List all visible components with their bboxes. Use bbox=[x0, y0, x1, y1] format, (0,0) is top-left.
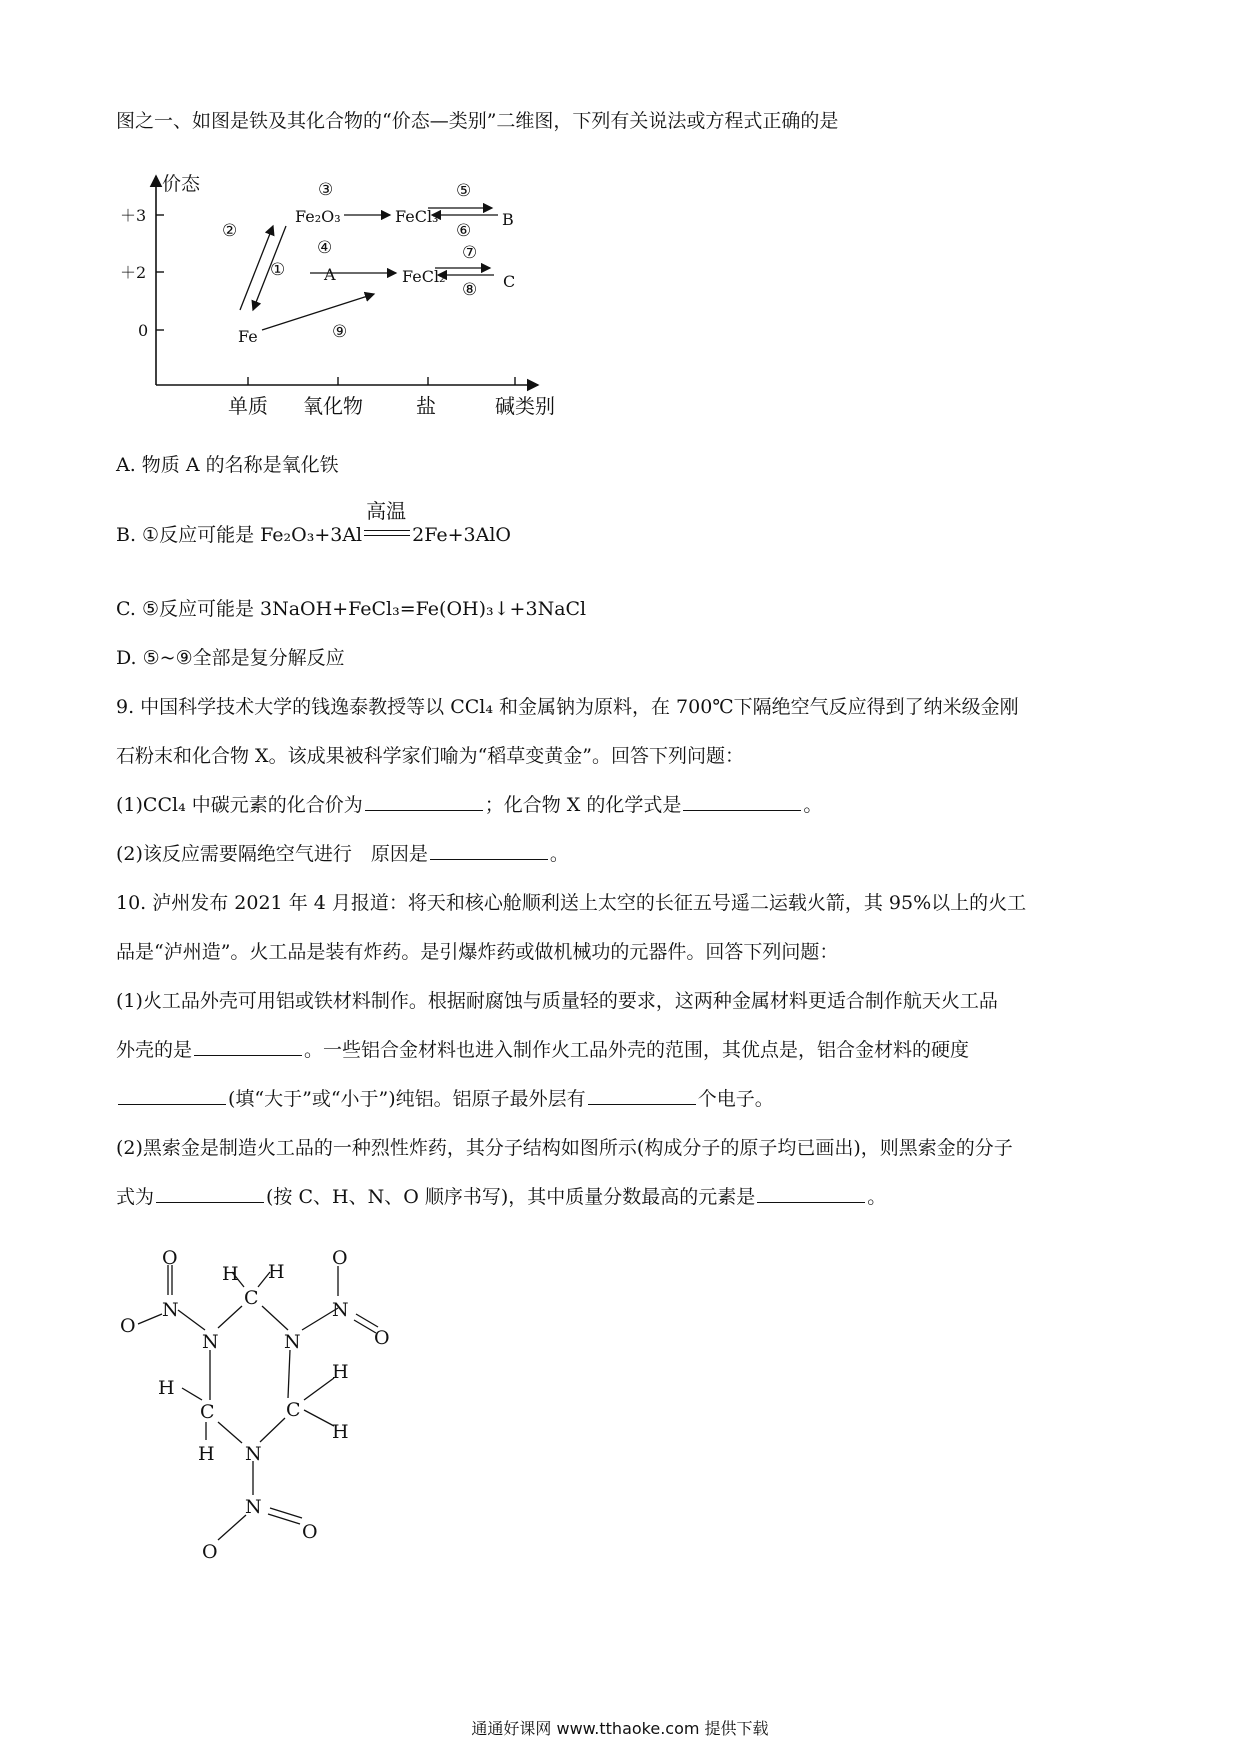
step-4: ④ bbox=[317, 238, 333, 258]
iron-valence-category-diagram bbox=[110, 160, 590, 430]
condition-high-temp: 高温 bbox=[366, 499, 407, 523]
atom-c-top: C bbox=[244, 1287, 259, 1309]
node-b: B bbox=[502, 210, 514, 229]
q10-sub1-text-d: 个电子。 bbox=[697, 1088, 774, 1110]
q10-sub1-line1: (1)火工品外壳可用铝或铁材料制作。根据耐腐蚀与质量轻的要求，这两种金属材料更适合制作航天火工品 bbox=[116, 990, 998, 1012]
q10-shell-metal-blank[interactable] bbox=[194, 1037, 302, 1056]
atom-o: O bbox=[202, 1541, 218, 1563]
step-1: ① bbox=[270, 260, 286, 280]
page-footer: 通通好课网 www.tthaoke.com 提供下载 bbox=[471, 1719, 769, 1738]
q9-reason-blank[interactable] bbox=[430, 841, 548, 860]
q10-sub1-line2 bbox=[116, 1037, 969, 1063]
q10-sub1-text-a: 外壳的是 bbox=[116, 1039, 193, 1061]
q9-sub2-text-b: 。 bbox=[549, 843, 569, 865]
option-b-suffix: 2Fe+3AlO bbox=[412, 524, 511, 546]
q10-stem-line1: 10. 泸州发布 2021 年 4 月报道：将天和核心舱顺利送上太空的长征五号遥二运载火箭，其 95%以上的火工 bbox=[116, 892, 1027, 914]
atom-n-right: N bbox=[284, 1331, 301, 1353]
atom-n-bottom: N bbox=[245, 1443, 262, 1465]
node-fecl3: FeCl₃ bbox=[395, 207, 439, 226]
q9-carbon-valence-blank[interactable] bbox=[365, 792, 483, 811]
atom-h: H bbox=[222, 1263, 239, 1285]
q9-compound-x-blank[interactable] bbox=[683, 792, 801, 811]
node-fe: Fe bbox=[238, 327, 258, 346]
atom-o: O bbox=[302, 1521, 318, 1543]
q9-sub2 bbox=[116, 841, 569, 867]
step-5: ⑤ bbox=[456, 181, 472, 201]
y-tick-plus2: ＋2 bbox=[120, 263, 147, 282]
q10-sub2-text-c: 。 bbox=[867, 1186, 887, 1208]
option-b bbox=[116, 499, 511, 548]
x-category-element: 单质 bbox=[228, 394, 268, 418]
q10-sub1-text-c: (填“大于”或“小于”)纯铝。铝原子最外层有 bbox=[228, 1088, 586, 1110]
x-category-salt: 盐 bbox=[416, 394, 436, 418]
q9-sub2-text-a: (2)该反应需要隔绝空气进行 原因是 bbox=[116, 843, 428, 865]
option-d: D. ⑤~⑨全部是复分解反应 bbox=[116, 647, 345, 669]
q10-sub1-line3 bbox=[116, 1086, 774, 1112]
atom-n-left: N bbox=[202, 1331, 219, 1353]
atom-h: H bbox=[268, 1261, 285, 1283]
q10-sub2-text-a: 式为 bbox=[116, 1186, 155, 1208]
q10-electron-count-blank[interactable] bbox=[588, 1086, 696, 1105]
q10-sub2-line2 bbox=[116, 1184, 886, 1210]
q9-sub1 bbox=[116, 792, 822, 818]
y-tick-0: 0 bbox=[138, 321, 149, 340]
step-7: ⑦ bbox=[462, 243, 478, 263]
q10-element-blank[interactable] bbox=[757, 1184, 865, 1203]
q10-formula-blank[interactable] bbox=[156, 1184, 264, 1203]
q9-sub1-text-c: 。 bbox=[803, 794, 823, 816]
atom-o: O bbox=[374, 1327, 390, 1349]
atom-n-nitro-right: N bbox=[332, 1299, 349, 1321]
atom-h: H bbox=[158, 1377, 175, 1399]
step-8: ⑧ bbox=[462, 280, 478, 300]
q10-sub1-text-b: 。一些铝合金材料也进入制作火工品外壳的范围，其优点是，铝合金材料的硬度 bbox=[304, 1039, 970, 1061]
q9-stem-line2: 石粉末和化合物 X。该成果被科学家们喻为“稻草变黄金”。回答下列问题： bbox=[116, 745, 744, 767]
atom-h: H bbox=[198, 1443, 215, 1465]
atom-o: O bbox=[162, 1250, 178, 1269]
atom-n-nitro-bottom: N bbox=[245, 1496, 262, 1518]
rdx-molecule-structure bbox=[110, 1250, 460, 1580]
q9-sub1-text-b: ；化合物 X 的化学式是 bbox=[484, 794, 682, 816]
node-fecl2: FeCl₂ bbox=[402, 267, 446, 286]
node-c: C bbox=[503, 272, 516, 291]
atom-o: O bbox=[332, 1250, 348, 1269]
q10-sub2-line1: (2)黑索金是制造火工品的一种烈性炸药，其分子结构如图所示(构成分子的原子均已画出)，则黑索金的分子 bbox=[116, 1137, 1013, 1159]
atom-o: O bbox=[120, 1315, 136, 1337]
x-category-base: 碱类别 bbox=[495, 394, 555, 418]
y-tick-plus3: ＋3 bbox=[120, 206, 147, 225]
node-fe2o3: Fe₂O₃ bbox=[295, 207, 341, 226]
option-a: A. 物质 A 的名称是氧化铁 bbox=[116, 454, 339, 476]
atom-c-left: C bbox=[200, 1401, 215, 1423]
equation-condition bbox=[364, 499, 410, 546]
q10-sub2-text-b: (按 C、H、N、O 顺序书写)，其中质量分数最高的元素是 bbox=[266, 1186, 756, 1208]
step-6: ⑥ bbox=[456, 221, 472, 241]
step-3: ③ bbox=[318, 180, 334, 200]
q9-stem-line1: 9. 中国科学技术大学的钱逸泰教授等以 CCl₄ 和金属钠为原料，在 700℃下隔绝空气反应得到了纳米级金刚 bbox=[116, 696, 1019, 718]
step-9: ⑨ bbox=[332, 322, 348, 342]
atom-h: H bbox=[332, 1421, 349, 1443]
atom-c-right: C bbox=[286, 1399, 301, 1421]
option-c: C. ⑤反应可能是 3NaOH+FeCl₃=Fe(OH)₃↓+3NaCl bbox=[116, 598, 587, 620]
q10-stem-line2: 品是“泸州造”。火工品是装有炸药。是引爆炸药或做机械功的元器件。回答下列问题： bbox=[116, 941, 839, 963]
x-category-oxide: 氧化物 bbox=[303, 394, 363, 418]
node-a: A bbox=[324, 265, 336, 284]
atom-h: H bbox=[332, 1361, 349, 1383]
step-2: ② bbox=[222, 221, 238, 241]
atom-n-nitro-left: N bbox=[162, 1299, 179, 1321]
q9-sub1-text-a: (1)CCl₄ 中碳元素的化合价为 bbox=[116, 794, 363, 816]
y-axis-label: 价态 bbox=[162, 173, 201, 195]
q10-hardness-blank[interactable] bbox=[118, 1086, 226, 1105]
option-b-prefix: B. ①反应可能是 Fe₂O₃+3Al bbox=[116, 524, 363, 546]
question-intro: 图之一、如图是铁及其化合物的“价态—类别”二维图，下列有关说法或方程式正确的是 bbox=[116, 110, 839, 132]
